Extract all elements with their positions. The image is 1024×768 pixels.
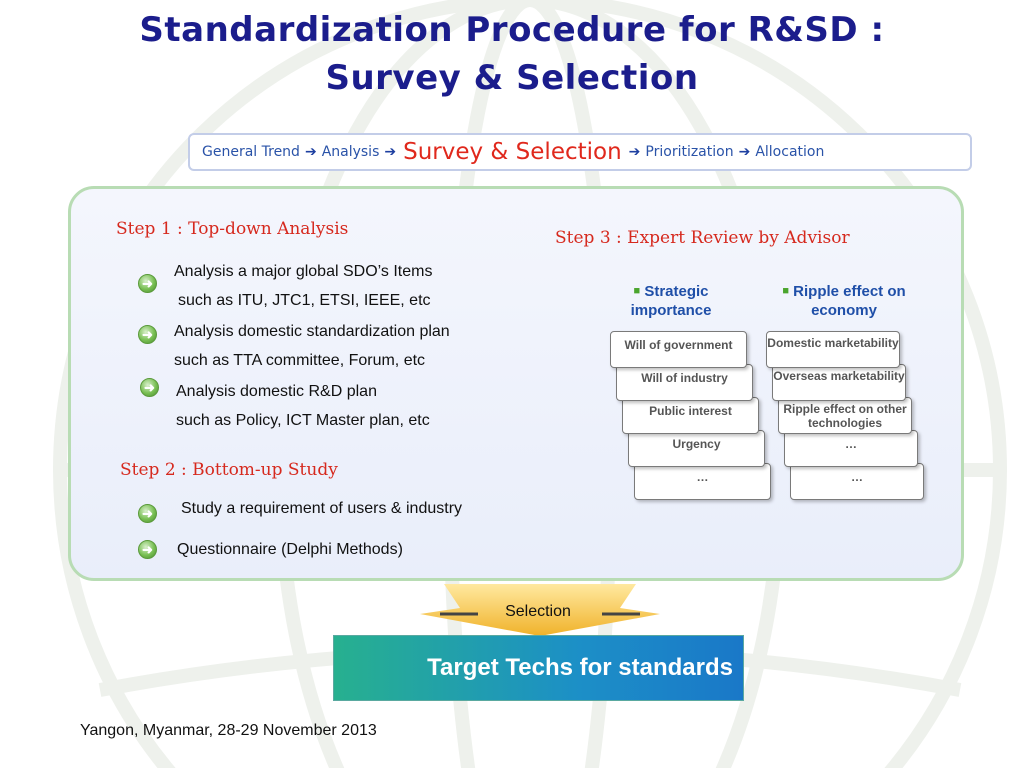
column-heading-ripple: ■ Ripple effect on economy (782, 283, 906, 319)
step1-item-1-line1: Analysis a major global SDO’s Items (174, 263, 433, 280)
trend-step-prioritization: Prioritization (645, 144, 734, 160)
step2-heading: Step 2 : Bottom-up Study (120, 460, 338, 480)
arrow-bullet-icon: ➜ (140, 378, 159, 397)
criteria-card: … (634, 463, 771, 500)
square-bullet-icon: ■ (633, 285, 641, 297)
criteria-card: Will of industry (616, 364, 753, 401)
right-arrow-icon: ➔ (384, 144, 397, 160)
footer-location-date: Yangon, Myanmar, 28-29 November 2013 (80, 722, 377, 739)
target-techs-box (333, 635, 744, 701)
arrow-bullet-icon: ➜ (138, 274, 157, 293)
step1-item-2-line2: such as TTA committee, Forum, etc (174, 352, 426, 369)
criteria-card: Will of government (610, 331, 747, 368)
arrow-bullet-icon: ➜ (138, 540, 157, 559)
process-trend-bar (188, 133, 972, 171)
title-line-1: Standardization Procedure for R&SD : (139, 10, 885, 50)
square-bullet-icon: ■ (782, 285, 789, 297)
step1-heading: Step 1 : Top-down Analysis (116, 219, 349, 239)
step1-item-1-line2: such as ITU, JTC1, ETSI, IEEE, etc (178, 292, 431, 309)
step2-item-2: Questionnaire (Delphi Methods) (177, 541, 403, 558)
criteria-card: Urgency (628, 430, 765, 467)
right-arrow-icon: ➔ (628, 144, 641, 160)
arrow-bullet-icon: ➜ (138, 504, 157, 523)
trend-step-allocation: Allocation (755, 144, 825, 160)
step2-item-1: Study a requirement of users & industry (181, 500, 463, 517)
target-techs-label: Target Techs for standards (427, 654, 733, 681)
step3-heading: Step 3 : Expert Review by Advisor (555, 228, 850, 248)
step1-item-2-line1: Analysis domestic standardization plan (174, 323, 450, 340)
title-line-2: Survey & Selection (325, 58, 699, 98)
trend-step-general-trend: General Trend (202, 144, 300, 160)
step1-item-3-line2: such as Policy, ICT Master plan, etc (176, 412, 430, 429)
selection-label: Selection (505, 603, 571, 620)
criteria-card: … (784, 430, 918, 467)
trend-step-analysis: Analysis (321, 144, 380, 160)
criteria-card: Domestic marketability (766, 331, 900, 368)
right-arrow-icon: ➔ (738, 144, 751, 160)
criteria-card: Overseas marketability (772, 364, 906, 401)
arrow-bullet-icon: ➜ (138, 325, 157, 344)
criteria-card: … (790, 463, 924, 500)
criteria-card: Ripple effect on other technologies (778, 397, 912, 434)
trend-step-survey-selection: Survey & Selection (403, 139, 622, 165)
column-heading-strategic: ■ Strategic importance (630, 283, 712, 319)
step1-item-3-line1: Analysis domestic R&D plan (176, 383, 377, 400)
page-title (0, 6, 1024, 102)
criteria-card: Public interest (622, 397, 759, 434)
right-arrow-icon: ➔ (304, 144, 317, 160)
